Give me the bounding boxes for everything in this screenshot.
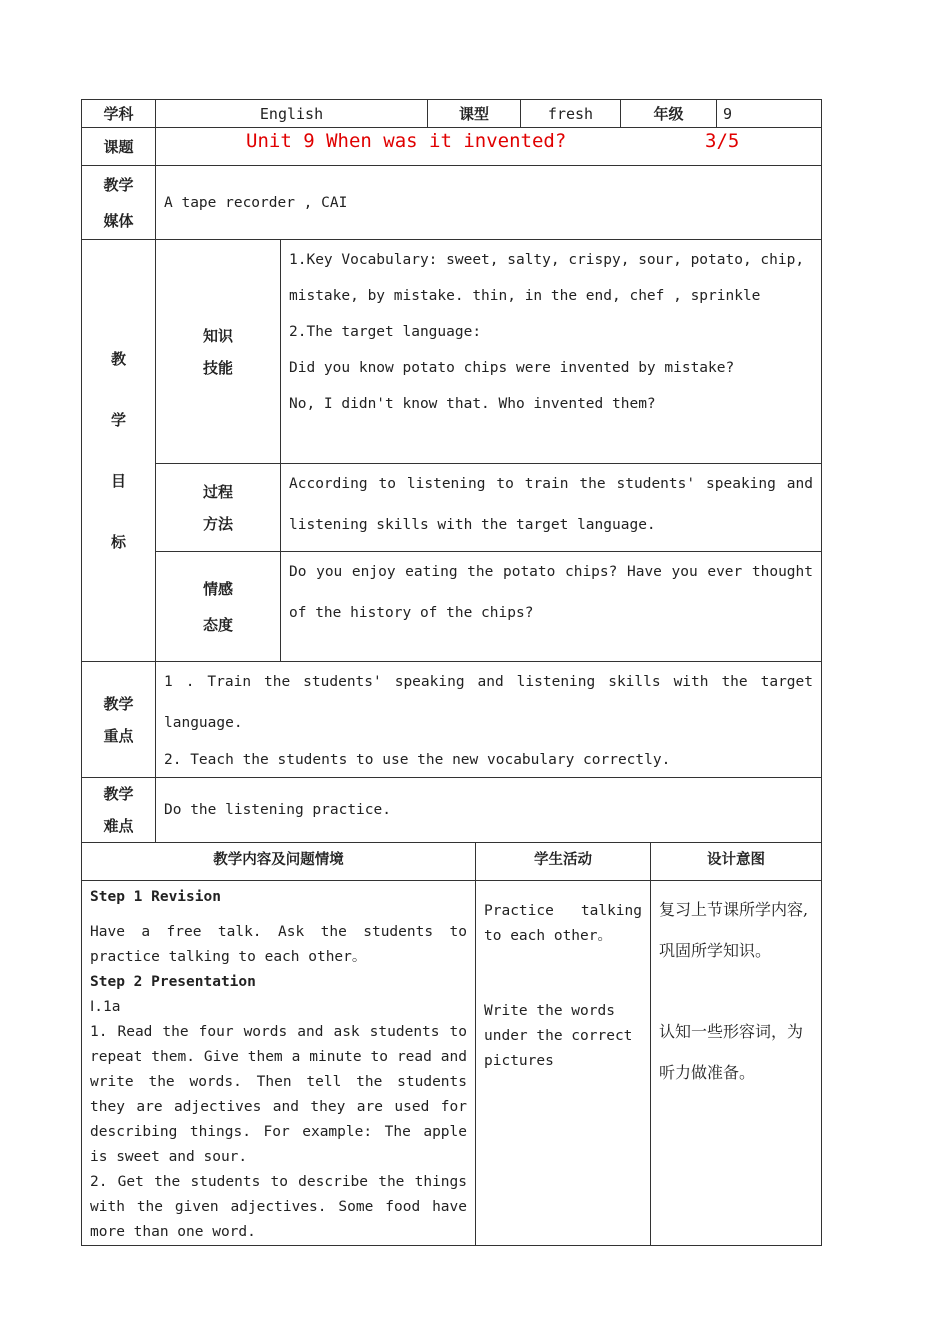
activity-cell <box>476 881 651 1246</box>
difficult-points-label: 教学 难点 <box>82 778 156 843</box>
grade-label: 年级 <box>621 100 717 128</box>
process-method-content: According to listening to train the students' speaking and listening skills with the target language. <box>281 464 822 552</box>
intent-2: 认知一些形容词，为听力做准备。 <box>659 1022 804 1082</box>
teaching-process-table <box>81 842 822 1246</box>
difficult-points-content: Do the listening practice. <box>156 778 822 843</box>
grade-value: 9 <box>717 100 822 128</box>
step1-text: Have a free talk. Ask the students to practice talking to each other。 <box>90 924 467 965</box>
sub-1a: Ⅰ.1a <box>90 999 121 1015</box>
activity-2: Write the words under the correct pictures <box>484 1003 633 1069</box>
key-points-label: 教学 重点 <box>82 662 156 778</box>
intent-cell <box>651 881 822 1246</box>
topic-title-cell <box>156 128 822 166</box>
knowledge-label: 知识 技能 <box>156 240 281 464</box>
topic-title: Unit 9 When was it invented? <box>246 130 567 152</box>
media-value: A tape recorder , CAI <box>156 166 822 240</box>
item1-text: 1. Read the four words and ask students to repeat them. Give them a minute to read and write the words. Then tell the students they are adjectives and they are used for describing things. For example: The apple is sweet and sour. <box>90 1024 467 1165</box>
intent-column-header: 设计意图 <box>651 843 822 881</box>
emotion-attitude-content: Do you enjoy eating the potato chips? Have you ever thought of the history of the chips? <box>281 552 822 662</box>
subject-value: English <box>156 100 428 128</box>
activity-column-header: 学生活动 <box>476 843 651 881</box>
subject-label: 学科 <box>82 100 156 128</box>
lesson-info-table <box>81 99 822 843</box>
topic-section: 3/5 <box>705 130 740 152</box>
intent-1: 复习上节课所学内容,巩固所学知识。 <box>659 900 809 960</box>
step1-title: Step 1 Revision <box>90 889 221 905</box>
topic-label: 课题 <box>82 128 156 166</box>
emotion-attitude-label: 情感 态度 <box>156 552 281 662</box>
type-label: 课型 <box>428 100 521 128</box>
lesson-plan-page <box>81 99 821 1246</box>
objectives-label: 教 学 目 标 <box>82 240 156 662</box>
key-points-content: 1 . Train the students' speaking and listening skills with the target language. 2. Teach the students to use the new vocabulary correctly. <box>156 662 822 778</box>
process-method-label: 过程 方法 <box>156 464 281 552</box>
content-cell <box>82 881 476 1246</box>
step2-title: Step 2 Presentation <box>90 974 256 990</box>
content-column-header: 教学内容及问题情境 <box>82 843 476 881</box>
type-value: fresh <box>521 100 621 128</box>
knowledge-content: 1.Key Vocabulary: sweet, salty, crispy, sour, potato, chip, mistake, by mistake. thin, in the end, chef , sprinkle 2.The target language: Did you know potato chips were invented by mistake? No, I didn't know that. Who invented them? <box>281 240 822 464</box>
item2-text: 2. Get the students to describe the things with the given adjectives. Some food have more than one word. <box>90 1174 467 1240</box>
activity-1: Practice talking to each other。 <box>484 903 642 944</box>
media-label: 教学 媒体 <box>82 166 156 240</box>
